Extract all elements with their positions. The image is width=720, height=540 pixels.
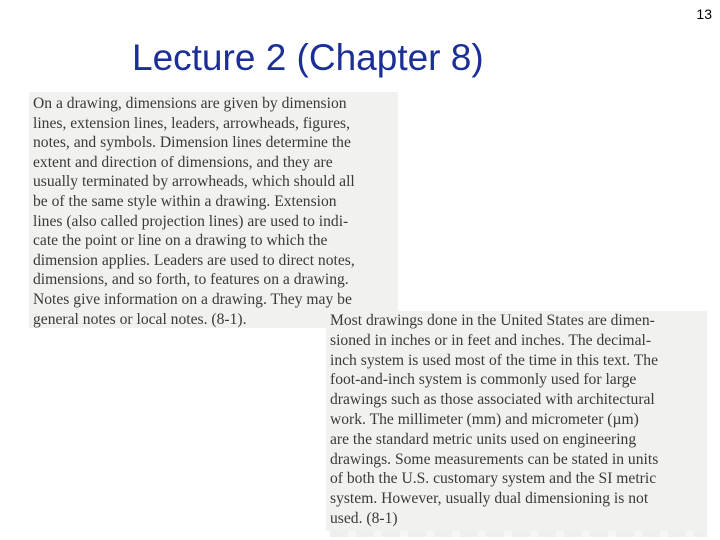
text-line: usually terminated by arrowheads, which should all [33, 173, 355, 191]
text-line: lines (also called projection lines) are used to indi- [33, 212, 349, 230]
text-line: Notes give information on a drawing. They may be [33, 290, 352, 308]
text-line: lines, extension lines, leaders, arrowheads, figures, [33, 114, 350, 132]
text-line: drawings. Some measurements can be stated in units [330, 450, 659, 468]
text-line: dimensions, and so forth, to features on a drawing. [33, 271, 349, 289]
text-line: system. However, usually dual dimensioning is not [330, 490, 649, 508]
scanned-text-block-units [326, 311, 707, 531]
cropped-text-remnant [330, 531, 707, 537]
text-line: dimension applies. Leaders are used to direct notes, [33, 251, 355, 269]
text-line: foot-and-inch system is commonly used for large [330, 371, 637, 389]
text-line: are the standard metric units used on engineering [330, 430, 637, 448]
text-line: be of the same style within a drawing. Extension [33, 192, 337, 210]
text-line: inch system is used most of the time in this text. The [330, 351, 659, 369]
text-line: extent and direction of dimensions, and they are [33, 153, 333, 171]
text-line: Most drawings done in the United States are dimen- [330, 312, 655, 329]
text-line: of both the U.S. customary system and the SI metric [330, 470, 657, 488]
scanned-text-block-dimensions [29, 92, 398, 328]
text-line: cate the point or line on a drawing to which the [33, 232, 328, 250]
text-line: used. (8-1) [330, 509, 398, 527]
text-line: work. The millimeter (mm) and micrometer (µm) [330, 410, 639, 428]
text-line: On a drawing, dimensions are given by dimension [33, 95, 347, 112]
text-line: general notes or local notes. (8-1). [33, 310, 247, 328]
text-line: notes, and symbols. Dimension lines determine the [33, 134, 351, 152]
page-number: 13 [696, 6, 712, 22]
text-line: sioned in inches or in feet and inches. The decimal- [330, 331, 652, 349]
text-line: drawings such as those associated with architectural [330, 391, 655, 409]
slide-title: Lecture 2 (Chapter 8) [132, 37, 484, 78]
